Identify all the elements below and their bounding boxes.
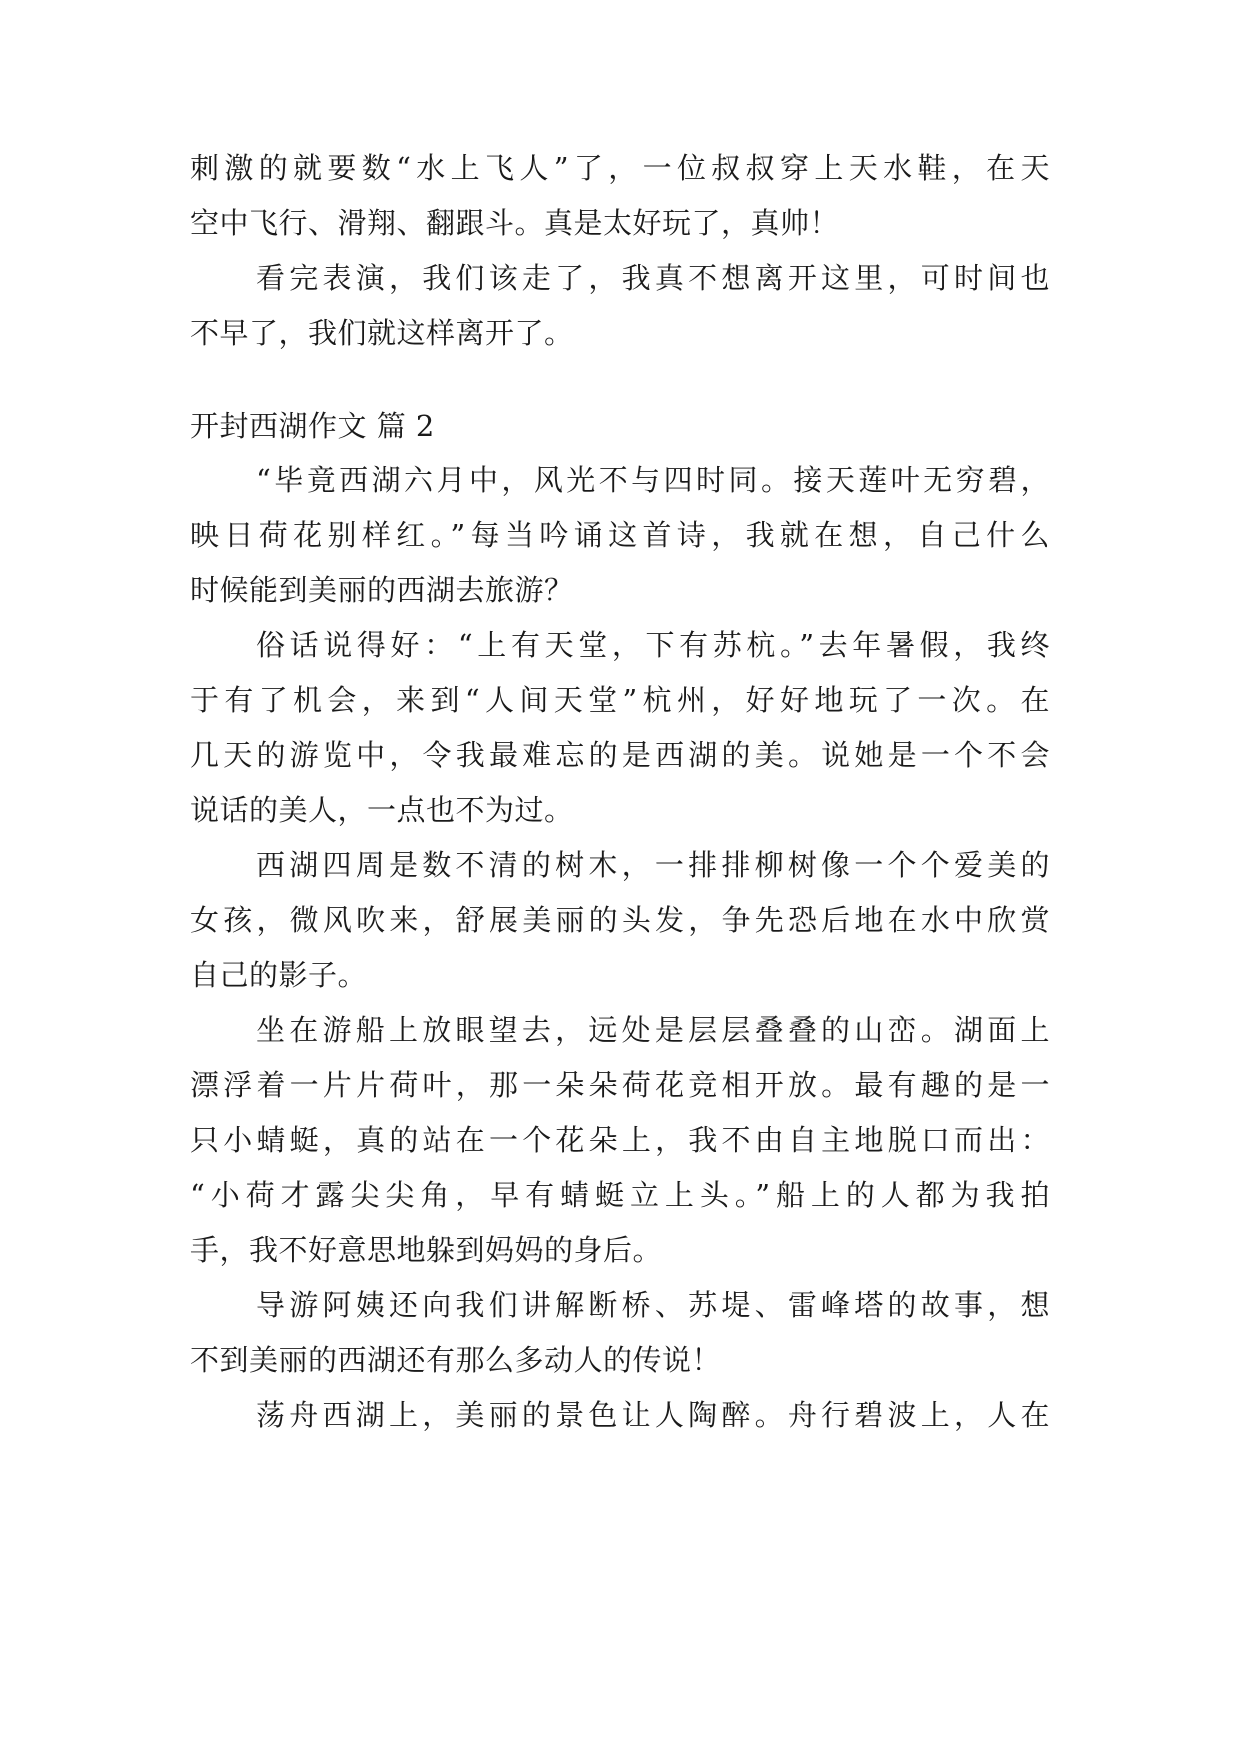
paragraph-line: 只小蜻蜓，真的站在一个花朵上，我不由自主地脱口而出：: [190, 1123, 1050, 1157]
paragraph-line: 俗话说得好：“上有天堂，下有苏杭。”去年暑假，我终: [256, 628, 1050, 662]
paragraph-line: “毕竟西湖六月中，风光不与四时同。接天莲叶无穷碧，: [256, 463, 1050, 497]
paragraph-line: 导游阿姨还向我们讲解断桥、苏堤、雷峰塔的故事，想: [256, 1288, 1050, 1322]
paragraph-line: 不到美丽的西湖还有那么多动人的传说！: [190, 1343, 722, 1377]
paragraph-line: 说话的美人，一点也不为过。: [190, 793, 574, 827]
paragraph-line: 于有了机会，来到“人间天堂”杭州，好好地玩了一次。在: [190, 683, 1050, 717]
paragraph-line: 坐在游船上放眼望去，远处是层层叠叠的山峦。湖面上: [256, 1013, 1050, 1047]
paragraph-line: 漂浮着一片片荷叶，那一朵朵荷花竞相开放。最有趣的是一: [190, 1068, 1050, 1102]
paragraph-line: 看完表演，我们该走了，我真不想离开这里，可时间也: [256, 261, 1050, 295]
paragraph-line: 几天的游览中，令我最难忘的是西湖的美。说她是一个不会: [190, 738, 1050, 772]
paragraph-line: 空中飞行、滑翔、翻跟斗。真是太好玩了，真帅！: [190, 206, 840, 240]
paragraph-line: 不早了，我们就这样离开了。: [190, 316, 574, 350]
paragraph-line: 手，我不好意思地躲到妈妈的身后。: [190, 1233, 663, 1267]
paragraph-line: 女孩，微风吹来，舒展美丽的头发，争先恐后地在水中欣赏: [190, 903, 1050, 937]
paragraph-line: 荡舟西湖上，美丽的景色让人陶醉。舟行碧波上，人在: [256, 1398, 1050, 1432]
section-heading: 开封西湖作文 篇 2: [190, 409, 435, 443]
paragraph-line: 西湖四周是数不清的树木，一排排柳树像一个个爱美的: [256, 848, 1050, 882]
paragraph-line: 时候能到美丽的西湖去旅游？: [190, 573, 574, 607]
paragraph-line: “小荷才露尖尖角，早有蜻蜓立上头。”船上的人都为我拍: [190, 1178, 1050, 1212]
paragraph-line: 映日荷花别样红。”每当吟诵这首诗，我就在想，自己什么: [190, 518, 1050, 552]
paragraph-line: 自己的影子。: [190, 958, 368, 992]
paragraph-line: 刺激的就要数“水上飞人”了，一位叔叔穿上天水鞋，在天: [190, 151, 1050, 185]
